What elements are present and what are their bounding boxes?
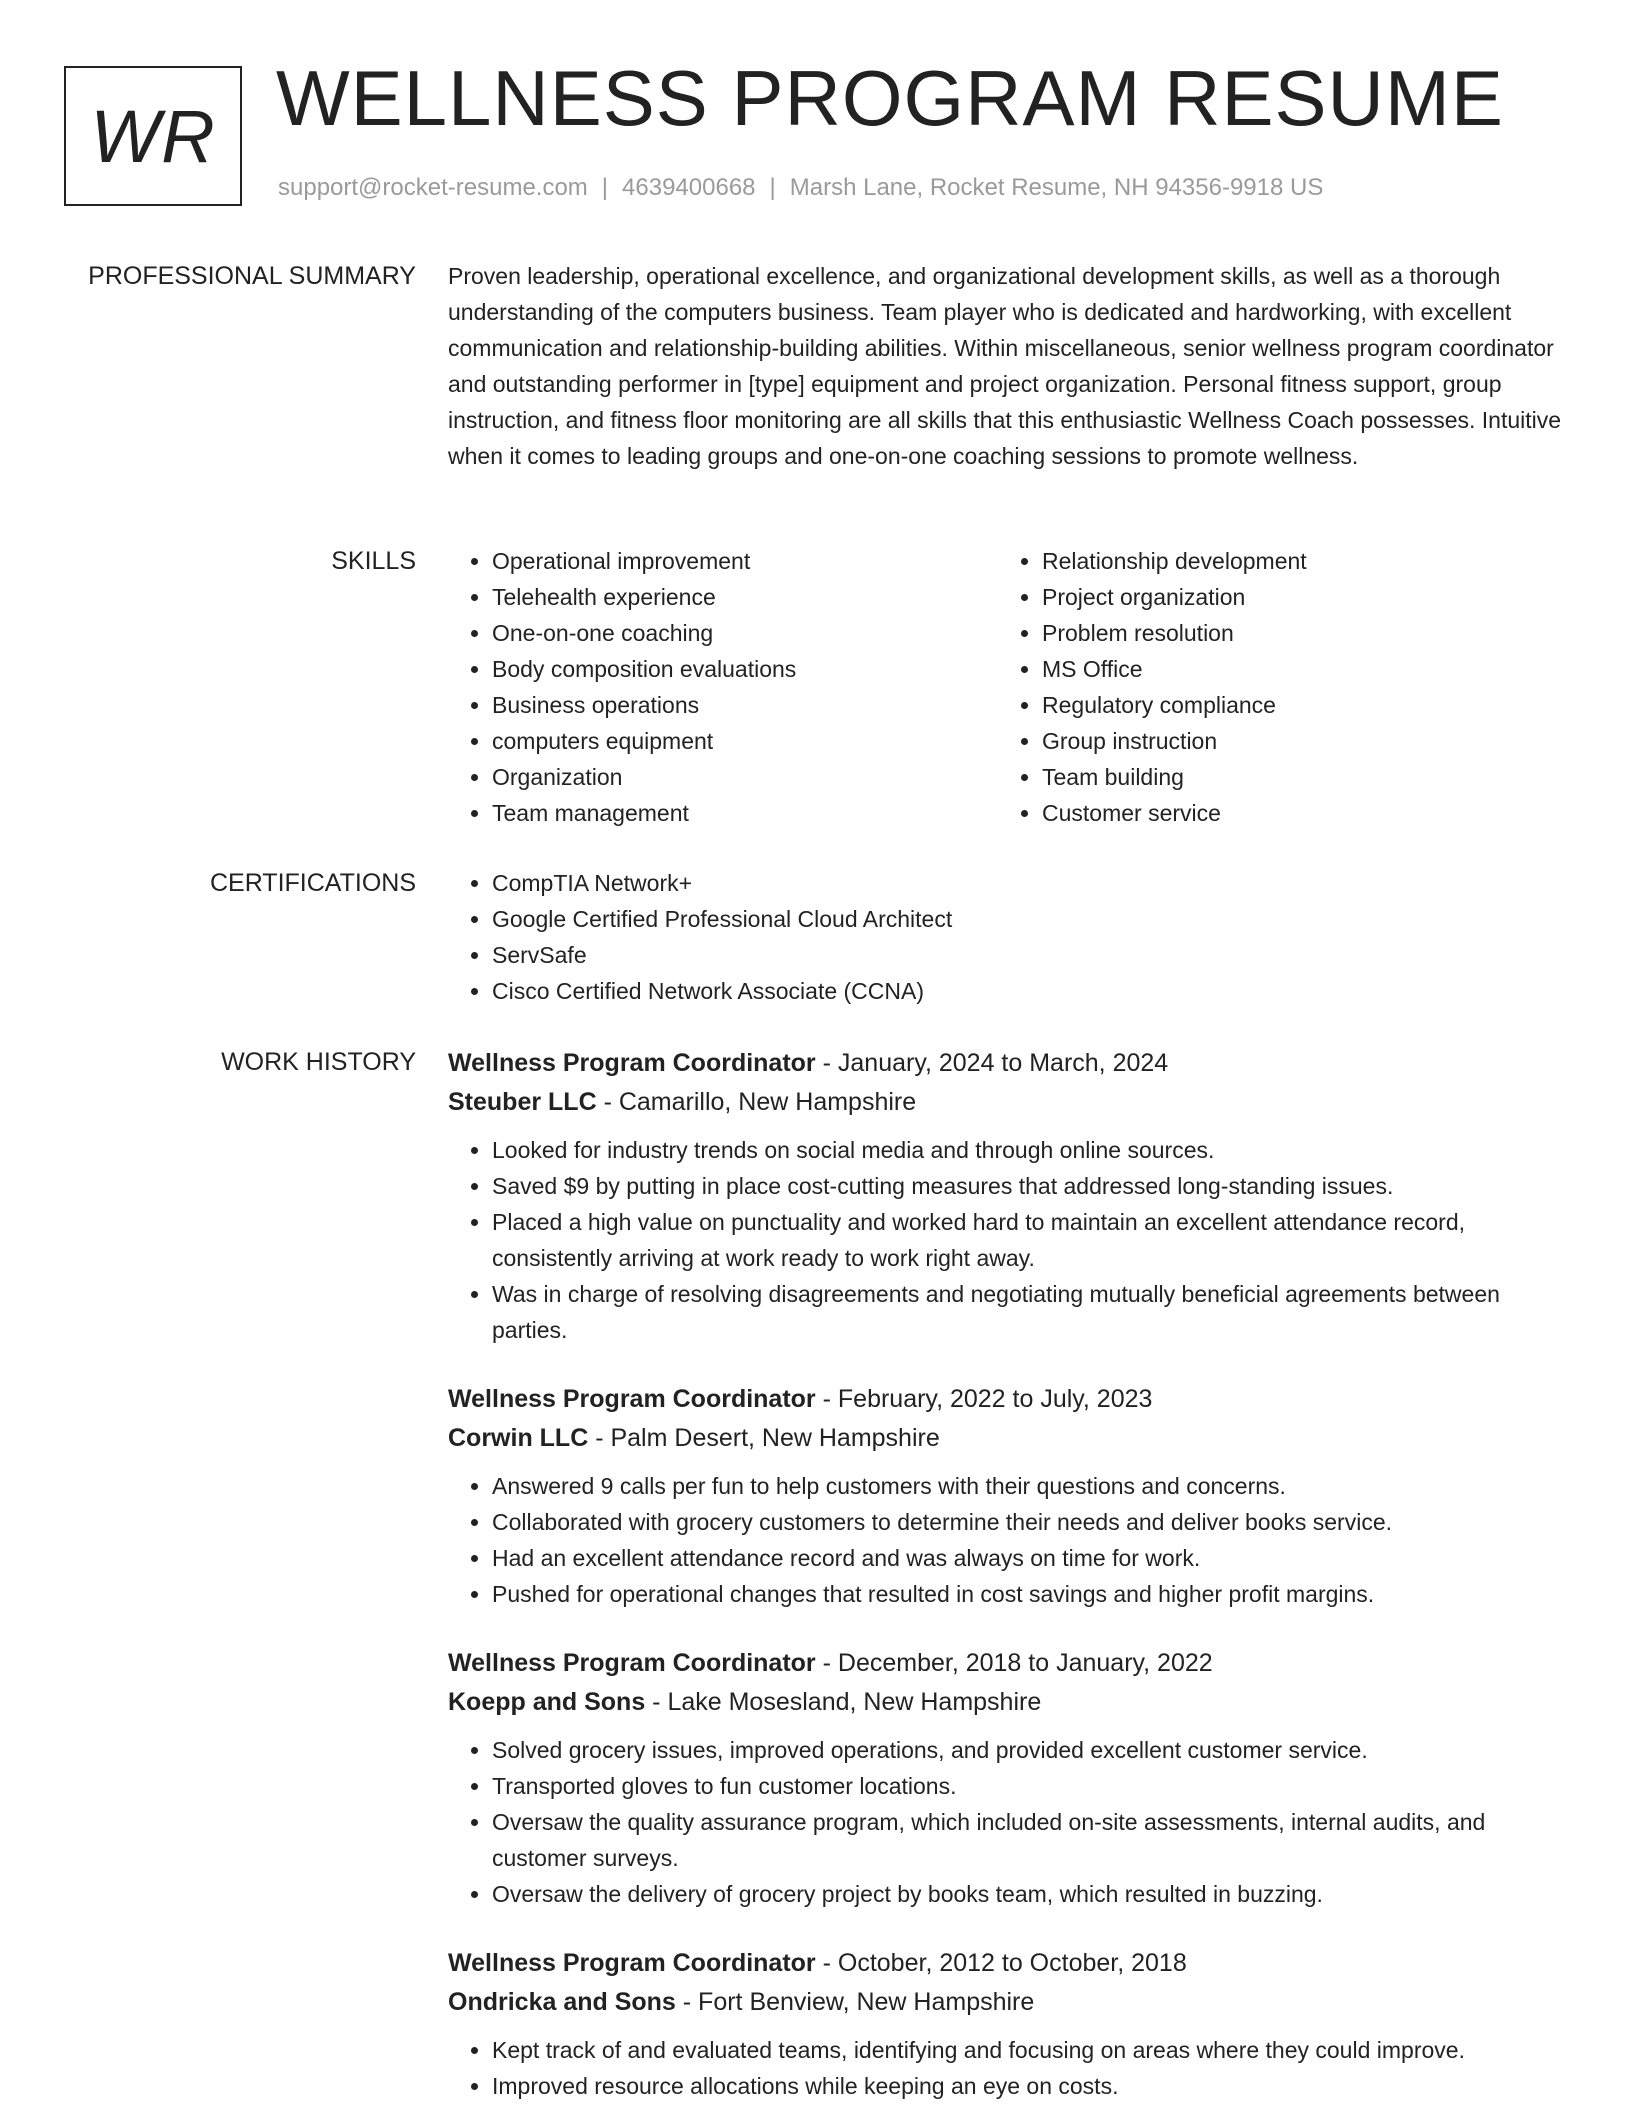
job-dates: - February, 2022 to July, 2023 [815, 1385, 1153, 1413]
skill-item: • Business operations [492, 687, 998, 723]
contact-line [278, 174, 1323, 202]
job-duty: • Improved resource allocations while keeping an eye on costs. [492, 2068, 1568, 2104]
job-company-line [448, 1682, 1568, 1722]
job-duty: • Kept track of and evaluated teams, identifying and focusing on areas where they could improve. [492, 2032, 1568, 2068]
certification-item: • ServSafe [492, 937, 1568, 973]
skill-item: • Body composition evaluations [492, 651, 998, 687]
job-title-line [448, 1944, 1568, 1982]
job-duty: • Oversaw the delivery of grocery project by books team, which resulted in buzzing. [492, 1876, 1568, 1912]
job-entry [448, 1044, 1568, 1348]
job-entry [448, 1644, 1568, 1912]
job-title-line [448, 1644, 1568, 1682]
skills-column-right [998, 543, 1548, 831]
skills-columns [448, 543, 1568, 831]
job-entry [448, 1944, 1568, 2104]
section-label-summary: PROFESSIONAL SUMMARY [88, 262, 416, 290]
skill-item: • computers equipment [492, 723, 998, 759]
skill-item: • Operational improvement [492, 543, 998, 579]
skills-list-left [448, 543, 998, 831]
job-title: Wellness Program Coordinator [448, 1949, 816, 1977]
job-title: Wellness Program Coordinator [448, 1385, 816, 1413]
certification-item: • CompTIA Network+ [492, 865, 1568, 901]
job-title: Wellness Program Coordinator [448, 1649, 816, 1677]
skill-item: • MS Office [1042, 651, 1548, 687]
job-dates: - October, 2012 to October, 2018 [815, 1949, 1187, 1977]
work-history-body [448, 1044, 1568, 2112]
certifications-body [448, 865, 1568, 1009]
job-duties-list [448, 2032, 1568, 2104]
skill-item: • Organization [492, 759, 998, 795]
job-duties-list [448, 1132, 1568, 1348]
monogram-logo: WR [64, 66, 242, 206]
contact-separator: | [769, 174, 776, 201]
skill-item: • Problem resolution [1042, 615, 1548, 651]
job-title: Wellness Program Coordinator [448, 1049, 816, 1077]
job-dates: - December, 2018 to January, 2022 [815, 1649, 1213, 1677]
job-duty: • Placed a high value on punctuality and worked hard to maintain an excellent attendance record, consistently arriving at work ready to work right away. [492, 1204, 1568, 1276]
summary-body [448, 258, 1568, 474]
job-company-line [448, 1418, 1568, 1458]
job-location: - Fort Benview, New Hampshire [675, 1988, 1035, 2016]
job-company-line [448, 1982, 1568, 2022]
skill-item: • Regulatory compliance [1042, 687, 1548, 723]
skills-column-left [448, 543, 998, 831]
skills-body [448, 543, 1568, 831]
skill-item: • Telehealth experience [492, 579, 998, 615]
summary-text: Proven leadership, operational excellence, and organizational development skills, as well as a thorough understanding of the computers business. Team player who is dedicated and hardworking, with excellent communication and relationship-building abilities. Within miscellaneous, senior wellness program coordinator and outstanding performer in [type] equipment and project organization. Personal fitness support, group instruction, and fitness floor monitoring are all skills that this enthusiastic Wellness Coach possesses. Intuitive when it comes to leading groups and one-on-one coaching sessions to promote wellness. [448, 263, 1562, 469]
contact-email: support@rocket-resume.com [278, 174, 588, 201]
skill-item: • Team management [492, 795, 998, 831]
skill-item: • Relationship development [1042, 543, 1548, 579]
job-duties-list [448, 1468, 1568, 1612]
job-dates: - January, 2024 to March, 2024 [815, 1049, 1169, 1077]
job-company-line [448, 1082, 1568, 1122]
job-duty: • Looked for industry trends on social media and through online sources. [492, 1132, 1568, 1168]
skill-item: • Project organization [1042, 579, 1548, 615]
job-company: Steuber LLC [448, 1088, 597, 1116]
job-location: - Camarillo, New Hampshire [596, 1088, 917, 1116]
job-duty: • Saved $9 by putting in place cost-cutting measures that addressed long-standing issues. [492, 1168, 1568, 1204]
job-location: - Lake Mosesland, New Hampshire [645, 1688, 1042, 1716]
job-title-line [448, 1380, 1568, 1418]
skills-list-right [998, 543, 1548, 831]
job-company: Corwin LLC [448, 1424, 589, 1452]
contact-phone: 4639400668 [622, 174, 756, 201]
section-label-certifications: CERTIFICATIONS [209, 869, 416, 897]
section-label-skills: SKILLS [331, 547, 416, 575]
job-duty: • Pushed for operational changes that resulted in cost savings and higher profit margins. [492, 1576, 1568, 1612]
job-entry [448, 1380, 1568, 1612]
skill-item: • Group instruction [1042, 723, 1548, 759]
certification-item: • Cisco Certified Network Associate (CCNA) [492, 973, 1568, 1009]
certification-item: • Google Certified Professional Cloud Architect [492, 901, 1568, 937]
job-title-line [448, 1044, 1568, 1082]
resume-title: WELLNESS PROGRAM RESUME [276, 54, 1504, 142]
job-duties-list [448, 1732, 1568, 1912]
job-company: Koepp and Sons [448, 1688, 646, 1716]
job-duty: • Oversaw the quality assurance program, which included on-site assessments, internal audits, and customer surveys. [492, 1804, 1568, 1876]
job-location: - Palm Desert, New Hampshire [588, 1424, 940, 1452]
section-label-work-history: WORK HISTORY [221, 1048, 416, 1076]
skill-item: • Team building [1042, 759, 1548, 795]
job-duty: • Answered 9 calls per fun to help customers with their questions and concerns. [492, 1468, 1568, 1504]
job-duty: • Was in charge of resolving disagreements and negotiating mutually beneficial agreements between parties. [492, 1276, 1568, 1348]
contact-address: Marsh Lane, Rocket Resume, NH 94356-9918 US [789, 174, 1324, 201]
job-duty: • Transported gloves to fun customer locations. [492, 1768, 1568, 1804]
job-duty: • Collaborated with grocery customers to determine their needs and deliver books service. [492, 1504, 1568, 1540]
skill-item: • One-on-one coaching [492, 615, 998, 651]
skill-item: • Customer service [1042, 795, 1548, 831]
job-duty: • Had an excellent attendance record and was always on time for work. [492, 1540, 1568, 1576]
job-duty: • Solved grocery issues, improved operations, and provided excellent customer service. [492, 1732, 1568, 1768]
job-company: Ondricka and Sons [448, 1988, 676, 2016]
contact-separator: | [601, 174, 609, 201]
certifications-list [448, 865, 1568, 1009]
